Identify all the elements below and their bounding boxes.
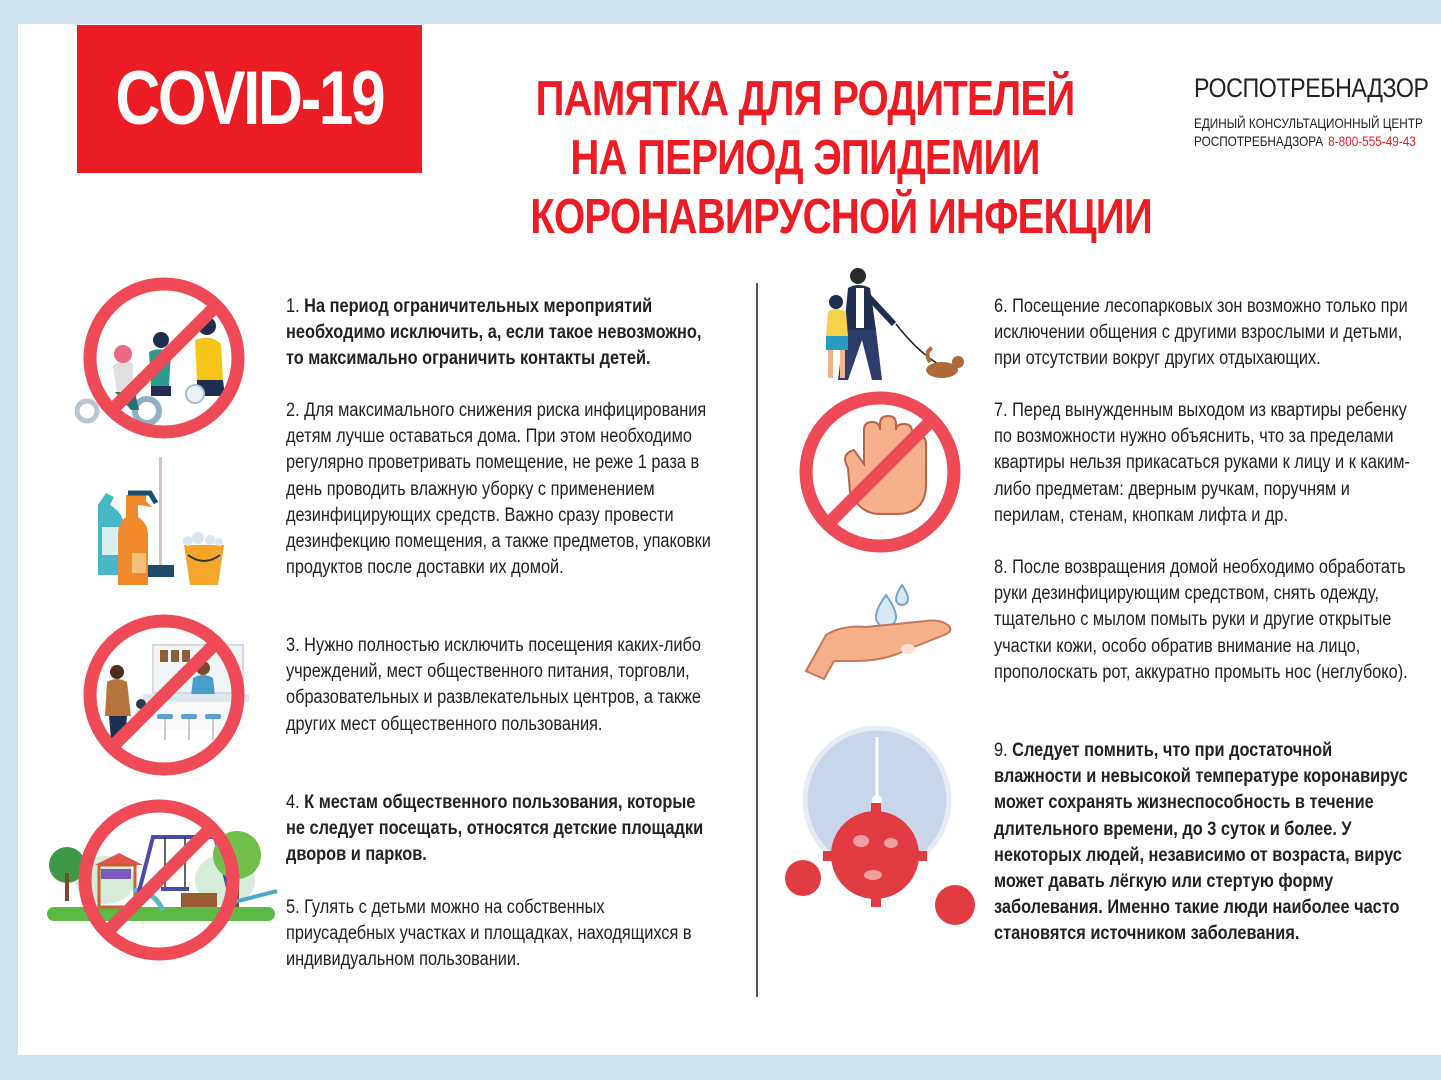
item-number: 1. <box>286 296 300 317</box>
advice-item-7 <box>994 398 1441 529</box>
advice-item-3 <box>286 633 786 738</box>
item-text: На период ограничительных мероприятий необходимо исключить, а, если такое невозможно, то максимально ограничить контакты детей. <box>286 296 702 370</box>
item-text: Перед вынужденным выходом из квартиры ребенку по возможности нужно объяснить, что за пределами квартиры нельзя прикасаться руками к лицу и к каким-либо предметам: дверным ручкам, поручням и перилам, стенам, кнопкам лифта и др. <box>994 400 1410 526</box>
agency-block <box>1194 72 1441 150</box>
hotline-phone[interactable]: 8-800-555-49-43 <box>1328 133 1416 149</box>
no-cafe-icon <box>75 610 255 780</box>
item-number: 3. <box>286 635 300 656</box>
item-text: После возвращения домой необходимо обработать руки дезинфицирующим средством, снять одежду, тщательно с мылом помыть руки и другие открытые участки кожи, особо обратив внимание на лицо, прополоскать рот, аккуратно промыть нос (неглубоко). <box>994 557 1408 683</box>
no-playground-icon <box>45 795 280 965</box>
advice-item-5 <box>286 895 786 974</box>
agency-center-label: РОСПОТРЕБНАДЗОРА <box>1194 133 1324 149</box>
item-number: 5. <box>286 897 300 918</box>
title-line-3: КОРОНАВИРУСНОЙ ИНФЕКЦИИ <box>530 190 1152 244</box>
agency-center-line1: ЕДИНЫЙ КОНСУЛЬТАЦИОННЫЙ ЦЕНТР <box>1194 115 1423 131</box>
covid-badge <box>77 25 422 173</box>
item-text: Гулять с детьми можно на собственных приусадебных участках и площадках, находящихся в индивидуальном пользовании. <box>286 897 692 971</box>
title-line-2: НА ПЕРИОД ЭПИДЕМИИ <box>570 131 1040 185</box>
walking-dog-icon <box>810 262 965 384</box>
item-text: Следует помнить, что при достаточной влажности и невысокой температуре коронавирус может сохранять жизнеспособность в течение длительного времени, до 3 суток и более. У некоторых людей, независимо от возраста, вирус может давать лёгкую или стертую форму заболевания. Именно такие люди наиболее часто становятся источником заболевания. <box>994 740 1408 945</box>
item-number: 2. <box>286 400 300 421</box>
agency-center-line2 <box>1194 132 1416 150</box>
no-children-playing-icon <box>75 274 255 442</box>
item-text: К местам общественного пользования, которые не следует посещать, относятся детские площадки дворов и парков. <box>286 792 704 866</box>
item-number: 6. <box>994 296 1008 317</box>
item-text: Нужно полностью исключить посещения каких-либо учреждений, мест общественного питания, торговли, образовательных и развлекательных центров, а также других мест общественного пользования. <box>286 635 702 735</box>
item-number: 9. <box>994 740 1008 761</box>
item-number: 4. <box>286 792 300 813</box>
hand-water-drops-icon <box>798 575 963 690</box>
advice-item-2 <box>286 398 786 581</box>
page-title <box>470 70 1152 247</box>
item-text: Посещение лесопарковых зон возможно только при исключении общения с другими взрослыми и детьми, при отсутствии вокруг других отдыхающих. <box>994 296 1408 370</box>
cleaning-supplies-icon <box>88 455 228 590</box>
covid-badge-text: COVID-19 <box>115 56 384 141</box>
virus-clock-icon <box>775 725 985 930</box>
agency-name: РОСПОТРЕБНАДЗОР <box>1194 73 1429 103</box>
item-number: 7. <box>994 400 1008 421</box>
title-line-1: ПАМЯТКА ДЛЯ РОДИТЕЛЕЙ <box>535 72 1075 126</box>
item-number: 8. <box>994 557 1008 578</box>
advice-item-6 <box>994 294 1441 373</box>
advice-item-9 <box>994 738 1441 948</box>
advice-item-4 <box>286 790 786 869</box>
advice-item-1 <box>286 294 786 373</box>
advice-item-8 <box>994 555 1441 686</box>
no-touch-hand-icon <box>798 390 963 555</box>
item-text: Для максимального снижения риска инфицирования детям лучше оставаться дома. При этом необходимо регулярно проветривать помещение, не реже 1 раза в день проводить влажную уборку с применением дезинфицирующих средств. Важно сразу провести дезинфекцию помещения, а также предметов, упаковки продуктов после доставки их домой. <box>286 400 711 579</box>
